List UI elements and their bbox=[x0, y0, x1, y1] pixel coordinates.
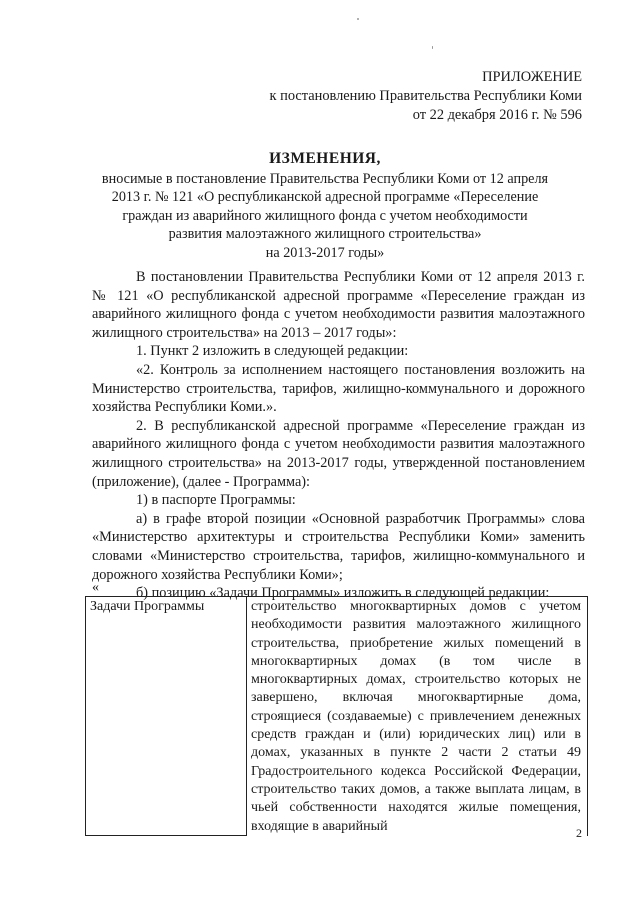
table-text-cell: строительство многоквартирных домов с учетом необходимости развития малоэтажного жилищного строительства, приобретение жилых помещений в многоквартирных домах (в том числе в многоквартирных домах, строительство которых не завершено, включая многоквартирные дома, строящиеся (создаваемые) с привлечением денежных средств граждан и (или) юридических лиц) или в домах, указанных в пункте 2 части 2 статьи 49 Градостроительного кодекса Российской Федерации, строительство таких домов, а также выплата лицам, в чьей собственности находятся жилые помещения, входящие в аварийный bbox=[247, 597, 588, 836]
body-paragraph: В постановлении Правительства Республики Коми от 12 апреля 2013 г. № 121 «О республиканской адресной программе «Переселение граждан из аварийного жилищного фонда с учетом необходимости развития малоэтажного жилищного строительства» на 2013 – 2017 годы»: bbox=[92, 269, 585, 341]
program-table bbox=[85, 596, 588, 836]
scan-speck bbox=[357, 18, 359, 20]
document-body bbox=[92, 268, 585, 603]
title-line: развития малоэтажного жилищного строительства» bbox=[168, 226, 482, 243]
body-paragraph: б) позицию «Задачи Программы» изложить в следующей редакции: bbox=[136, 585, 550, 602]
title-line: граждан из аварийного жилищного фонда с учетом необходимости bbox=[122, 207, 528, 224]
title-line: на 2013-2017 годы» bbox=[265, 244, 385, 261]
body-paragraph: 2. В республиканской адресной программе «Переселение граждан из аварийного жилищного фонда с учетом необходимости развития малоэтажного жилищного строительства» на 2013-2017 годы, утвержденной постановлением (приложение), (далее - Программа): bbox=[92, 417, 585, 490]
table-row bbox=[86, 597, 588, 836]
title-heading: ИЗМЕНЕНИЯ, bbox=[269, 150, 381, 167]
appendix-date: от 22 декабря 2016 г. № 596 bbox=[412, 107, 582, 123]
appendix-label: ПРИЛОЖЕНИЕ bbox=[482, 69, 582, 85]
opening-quote: « bbox=[92, 580, 99, 595]
appendix-header bbox=[270, 68, 582, 125]
document-title bbox=[90, 150, 560, 263]
title-line: 2013 г. № 121 «О республиканской адресной программе «Переселение bbox=[111, 189, 539, 206]
appendix-reference: к постановлению Правительства Республики Коми bbox=[269, 88, 582, 104]
scan-speck bbox=[432, 46, 433, 49]
body-paragraph: 1) в паспорте Программы: bbox=[136, 492, 296, 509]
body-paragraph: а) в графе второй позиции «Основной разработчик Программы» слова «Министерство архитектуры и строительства Республики Коми» заменить словами «Министерство строительства, тарифов, жилищно-коммунального и дорожного хозяйства Республики Коми»; bbox=[92, 510, 585, 583]
body-paragraph: «2. Контроль за исполнением настоящего постановления возложить на Министерство строительства, тарифов, жилищно-коммунального и дорожного хозяйства Республики Коми.». bbox=[92, 361, 585, 416]
page-number: 2 bbox=[576, 826, 582, 840]
title-line: вносимые в постановление Правительства Республики Коми от 12 апреля bbox=[101, 170, 549, 187]
body-paragraph: 1. Пункт 2 изложить в следующей редакции: bbox=[136, 343, 409, 360]
table-label-cell: Задачи Программы bbox=[86, 597, 247, 836]
